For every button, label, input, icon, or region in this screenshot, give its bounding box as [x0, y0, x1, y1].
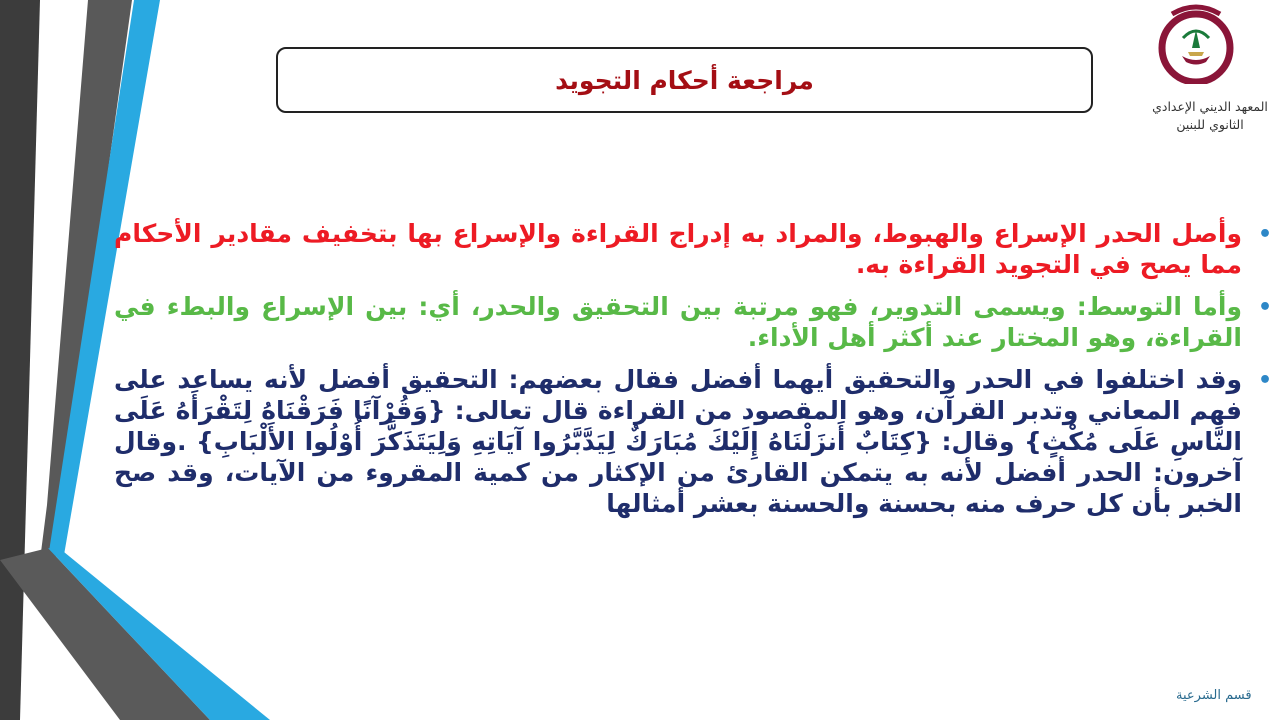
- bullet-dot: •: [1257, 222, 1272, 247]
- page-title: مراجعة أحكام التجويد: [555, 65, 814, 95]
- content-list: [114, 218, 1272, 530]
- bullet-text: وأصل الحدر الإسراع والهبوط، والمراد به إدراج القراءة والإسراع بها بتخفيف مقادير الأحكام مما يصح في التجويد القراءة به.: [114, 219, 1242, 279]
- institute-line-2: الثانوي للبنين: [1176, 117, 1244, 132]
- bullet-item: [114, 364, 1272, 519]
- institute-line-1: المعهد الديني الإعدادي: [1152, 99, 1268, 114]
- bullet-text: وقد اختلفوا في الحدر والتحقيق أيهما أفضل فقال بعضهم: التحقيق أفضل لأنه يساعد على فهم المعاني وتدبر القرآن، وهو المقصود من القراءة قال تعالى: {وَقُرْآنًا فَرَقْنَاهُ لِتَقْرَأَهُ عَلَى النَّاسِ عَلَى مُكْثٍ} وقال: {كِتَابٌ أَنزَلْنَاهُ إِلَيْكَ مُبَارَكٌ لِيَدَّبَّرُوا آيَاتِهِ وَلِيَتَذَكَّرَ أُوْلُوا الأَلْبَابِ} .وقال آخرون: الحدر أفضل لأنه به يتمكن القارئ من الإكثار من كمية المقروء من الآيات، وقد صح الخبر بأن كل حرف منه بحسنة والحسنة بعشر أمثالها: [114, 365, 1242, 518]
- title-box: [276, 47, 1093, 113]
- footer-label: قسم الشرعية: [1176, 688, 1252, 703]
- bullet-item: [114, 291, 1272, 353]
- bullet-dot: •: [1257, 368, 1272, 393]
- bullet-dot: •: [1257, 295, 1272, 320]
- stripe-dark: [0, 0, 40, 720]
- bullet-text: وأما التوسط: ويسمى التدوير، فهو مرتبة بين التحقيق والحدر، أي: بين الإسراع والبطء في القراءة، وهو المختار عند أكثر أهل الأداء.: [114, 292, 1242, 352]
- bullet-item: [114, 218, 1272, 280]
- ministry-logo: [1158, 4, 1234, 84]
- stripe-gray-lower: [0, 548, 210, 720]
- institute-name: [1150, 98, 1270, 134]
